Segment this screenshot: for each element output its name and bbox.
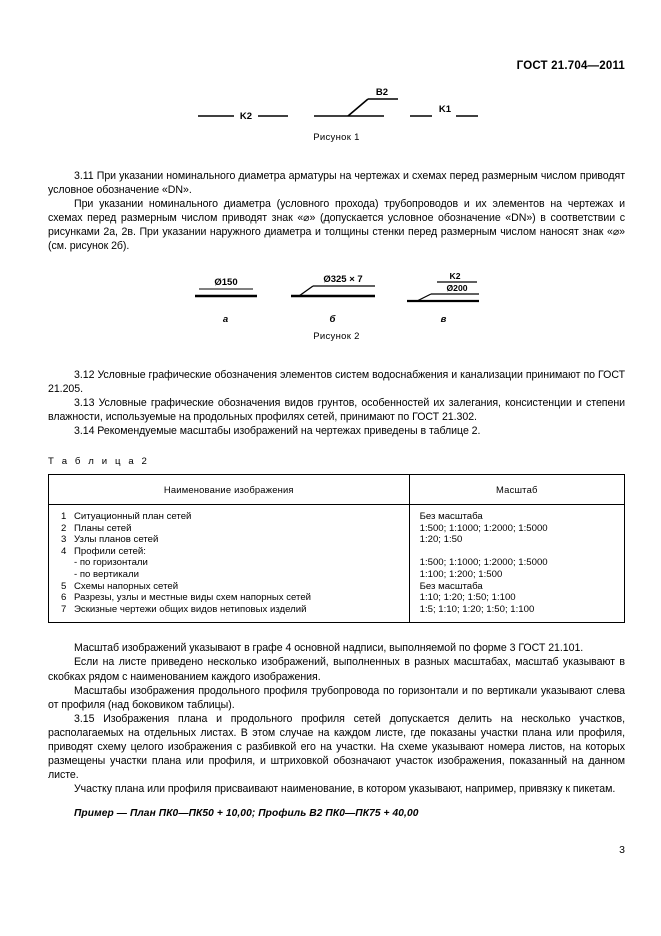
document-content bbox=[48, 84, 625, 819]
table-row-7-scale: 1:5; 1:10; 1:20; 1:50; 1:100 bbox=[419, 603, 535, 615]
table-row-6-name bbox=[61, 592, 409, 604]
figure-2 bbox=[48, 272, 625, 342]
clause-3-15-paragraph-2: Участку плана или профиля присваивают наименование, в котором указывают, например, привязку к пикетам. bbox=[74, 783, 616, 796]
table-2-title: Т а б л и ц а 2 bbox=[48, 456, 150, 468]
figure-1-label-b2: B2 bbox=[375, 87, 388, 98]
table-row-1-name bbox=[61, 511, 409, 523]
table-row-2-scale: 1:500; 1:1000; 1:2000; 1:5000 bbox=[419, 522, 548, 534]
paragraph-profile-scales: Масштабы изображения продольного профиля трубопровода по горизонтали и по вертикали указывают слева от профиля (над боковиком таблицы). bbox=[48, 684, 625, 711]
paragraph-multiple-scales: Если на листе приведено несколько изображений, выполненных в разных масштабах, масштаб указывают в скобках рядом с наименованием каждого изображения. bbox=[48, 656, 625, 683]
figure-2-unit-v bbox=[405, 272, 483, 325]
table-2-header-row bbox=[49, 475, 625, 505]
table-row-5-text: Схемы напорных сетей bbox=[74, 580, 179, 592]
table-row-6-number: 6 bbox=[61, 592, 67, 604]
table-row-1-scale: Без масштаба bbox=[419, 511, 483, 523]
figure-1-label-k2: K2 bbox=[239, 111, 252, 122]
table-row-4-subline-vertical bbox=[61, 569, 409, 581]
table-row-1-number: 1 bbox=[61, 511, 67, 523]
table-row-4-text: Профили сетей: bbox=[74, 545, 146, 557]
clause-3-15: 3.15 Изображения плана и продольного профиля сетей допускается делить на несколько участков, располагаемых на отдельных листах. В этом случае на каждом листе, где показаны участки плана или профиля, приводят схему целого изображения с разбивкой его на участки. На схеме указывают номера листов, на которых размещены участки плана или профиля, и штриховкой обозначают участок изображения, показанный на данном листе. bbox=[48, 712, 625, 782]
figure-2-graphic-v bbox=[405, 272, 483, 306]
figure-2-label-v-top: K2 bbox=[449, 271, 460, 281]
table-row-2-number: 2 bbox=[61, 522, 67, 534]
table-row-3-text: Узлы планов сетей bbox=[74, 534, 159, 546]
clause-3-13: 3.13 Условные графические обозначения видов грунтов, особенностей их залегания, консистенции и степени влажности, используемые на продольных профилях сетей, принимают по ГОСТ 21.302. bbox=[48, 396, 625, 423]
table-row-4-subline-horizontal bbox=[61, 557, 409, 569]
clause-3-12: 3.12 Условные графические обозначения элементов систем водоснабжения и канализации принимают по ГОСТ 21.205. bbox=[48, 368, 625, 395]
table-2-column-header-scale: Масштаб bbox=[409, 475, 624, 505]
paragraph-scale-title-block: Масштаб изображений указывают в графе 4 основной надписи, выполняемой по форме 3 ГОСТ 21.101. bbox=[74, 642, 584, 655]
figure-2-label-v-main: Ø200 bbox=[445, 282, 468, 293]
figure-2-caption: Рисунок 2 bbox=[313, 330, 360, 342]
figure-2-graphic bbox=[191, 272, 483, 325]
table-row-5-name bbox=[61, 581, 409, 593]
table-row-7-name bbox=[61, 604, 409, 616]
page-header-standard-number: ГОСТ 21.704—2011 bbox=[516, 60, 625, 72]
table-row-7-text: Эскизные чертежи общих видов нетиповых изделий bbox=[74, 603, 307, 615]
figure-1-caption: Рисунок 1 bbox=[313, 132, 360, 143]
figure-2-sublabel-v: в bbox=[440, 313, 447, 325]
figure-1 bbox=[48, 84, 625, 143]
example-text: Пример — План ПК0—ПК50 + 10,00; Профиль В2 ПК0—ПК75 + 40,00 bbox=[74, 808, 419, 820]
figure-2-unit-a bbox=[191, 272, 261, 325]
table-2 bbox=[48, 474, 625, 623]
figure-1-graphic bbox=[192, 84, 482, 126]
table-row-4-scale-horizontal: 1:500; 1:1000; 1:2000; 1:5000 bbox=[419, 557, 548, 569]
table-row-1-text: Ситуационный план сетей bbox=[74, 511, 192, 523]
figure-2-label-a-main: Ø150 bbox=[213, 276, 238, 288]
table-2-cell-scales bbox=[409, 505, 624, 623]
figure-2-label-b-main: Ø325 × 7 bbox=[322, 273, 363, 285]
table-row-4-sub2-text: - по вертикали bbox=[74, 569, 139, 580]
clause-3-14: 3.14 Рекомендуемые масштабы изображений на чертежах приведены в таблице 2. bbox=[74, 424, 481, 437]
figure-2-graphic-a bbox=[191, 272, 261, 306]
table-row-5-scale: Без масштаба bbox=[419, 580, 483, 592]
page-number: 3 bbox=[619, 844, 625, 856]
table-row-2-name bbox=[61, 523, 409, 535]
figure-2-sublabel-a: а bbox=[222, 313, 229, 325]
figure-2-sublabel-b: б bbox=[329, 313, 336, 325]
clause-3-11-paragraph-1: 3.11 При указании номинального диаметра арматуры на чертежах и схемах перед размерным числом приводят условное обозначение «DN». bbox=[48, 170, 625, 197]
table-row-3-name bbox=[61, 534, 409, 546]
figure-1-label-k1: K1 bbox=[438, 104, 451, 115]
figure-2-graphic-b bbox=[287, 272, 379, 306]
table-row-3-scale: 1:20; 1:50 bbox=[419, 534, 463, 546]
table-2-column-header-name: Наименование изображения bbox=[49, 475, 410, 505]
table-row-4-sub1-text: - по горизонтали bbox=[74, 557, 148, 569]
table-row-7-number: 7 bbox=[61, 603, 67, 615]
table-row-4-number: 4 bbox=[61, 545, 67, 557]
figure-2-unit-b bbox=[287, 272, 379, 325]
clause-3-11-paragraph-2: При указании номинального диаметра (условного прохода) трубопроводов и их элементов на чертежах и схемах перед размерным числом приводят знак «⌀» (допускается условное обозначение «DN») в соответствии с рисунками 2а, 2в. При указании наружного диаметра и толщины стенки перед размерным числом наносят знак «⌀» (см. рисунок 2б). bbox=[48, 198, 625, 253]
table-row-4-scale-vertical: 1:100; 1:200; 1:500 bbox=[419, 569, 503, 580]
table-row-2-text: Планы сетей bbox=[74, 522, 132, 534]
table-row-5-number: 5 bbox=[61, 580, 67, 592]
table-row-6-text: Разрезы, узлы и местные виды схем напорных сетей bbox=[74, 592, 312, 604]
table-row-4-name bbox=[61, 546, 409, 558]
table-row-3-number: 3 bbox=[61, 534, 67, 546]
table-row-4-scale-blank bbox=[420, 546, 624, 558]
table-2-body-row bbox=[49, 505, 625, 623]
table-row-6-scale: 1:10; 1:20; 1:50; 1:100 bbox=[419, 592, 516, 604]
table-2-cell-names bbox=[49, 505, 410, 623]
